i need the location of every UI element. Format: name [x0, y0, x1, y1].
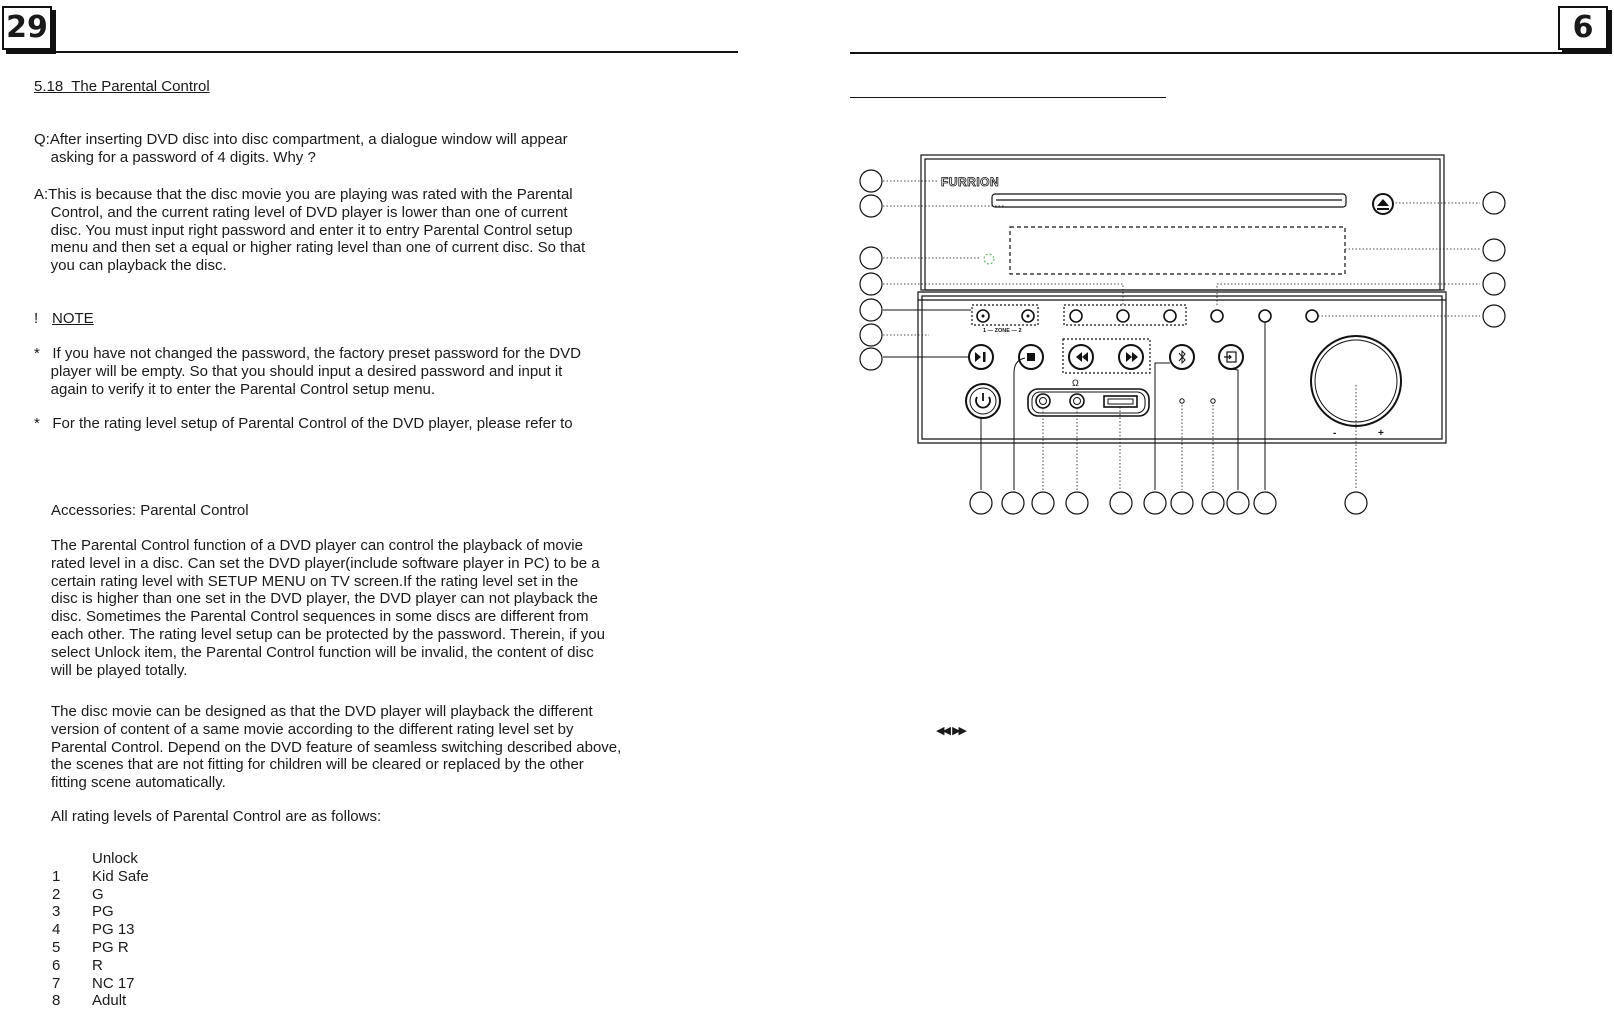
- rating-level-label: Kid Safe: [92, 867, 149, 885]
- callout-left-2: [860, 195, 882, 217]
- unit-body-upper: [921, 155, 1444, 290]
- rating-level-number: 1: [52, 867, 61, 885]
- callout-bottom-2: [1002, 492, 1024, 514]
- text-line: asking for a password of 4 digits. Why ?: [34, 148, 316, 166]
- text-line: Control, and the current rating level of DVD player is lower than one of current: [34, 203, 568, 221]
- volume-plus-label: +: [1378, 428, 1384, 439]
- note-label: NOTE: [52, 310, 94, 327]
- previous-button[interactable]: [1069, 345, 1093, 369]
- rating-level-label: R: [92, 956, 103, 974]
- rating-level-number: 4: [52, 921, 61, 939]
- text-line: menu and then set a equal or higher rating level than one of current disc. So that: [34, 239, 586, 257]
- text-line: certain rating level with SETUP MENU on TV screen.If the rating level set in the: [51, 572, 579, 590]
- text-line: the scenes that are not fitting for children will be cleared or replaced by the other: [51, 756, 584, 774]
- rating-level-label: Adult: [92, 992, 127, 1010]
- text-line: player will be empty. So that you should input a desired password and input it: [34, 362, 563, 380]
- rating-level-label: PG R: [92, 939, 129, 956]
- callout-bottom-9: [1227, 492, 1249, 514]
- function-button-3[interactable]: [1306, 310, 1318, 322]
- callout-left-6: [860, 324, 882, 346]
- text-line: fitting scene automatically.: [51, 774, 226, 792]
- aux-in-jack[interactable]: [1036, 394, 1050, 408]
- page-number-right: 6: [1558, 6, 1608, 50]
- preset-button-2[interactable]: [1117, 310, 1129, 322]
- text-line: * If you have not changed the password, the factory preset password for the DVD: [34, 345, 581, 362]
- callout-left-1: [860, 170, 882, 192]
- power-button[interactable]: [966, 384, 1000, 418]
- bluetooth-button[interactable]: [1170, 345, 1194, 369]
- callout-left-3: [860, 247, 882, 269]
- rating-level-number: 8: [52, 992, 61, 1010]
- headphone-jack[interactable]: [1070, 394, 1084, 408]
- callout-right-2: [1483, 239, 1505, 261]
- volume-minus-label: -: [1333, 428, 1337, 439]
- text-line: rated level in a disc. Can set the DVD player(include software player in PC) to be a: [51, 554, 600, 572]
- zone-1-button[interactable]: [977, 310, 989, 322]
- callout-bottom-4: [1066, 492, 1088, 514]
- indicator-led-2: [1211, 399, 1215, 403]
- rating-level-number: 3: [52, 903, 61, 921]
- headphone-icon: Ω: [1072, 378, 1079, 388]
- text-line: select Unlock item, the Parental Control function will be invalid, the content of disc: [51, 643, 594, 661]
- text-line: * For the rating level setup of Parental Control of the DVD player, please refer to: [34, 415, 573, 432]
- rating-level-number: 6: [52, 956, 61, 974]
- callout-left-5: [860, 299, 882, 321]
- callout-right-1: [1483, 192, 1505, 214]
- levels-intro: All rating levels of Parental Control are as follows:: [51, 808, 382, 825]
- ir-sensor-icon: [984, 254, 994, 264]
- play-pause-button[interactable]: [969, 345, 993, 369]
- text-line: The disc movie can be designed as that the DVD player will playback the different: [51, 703, 593, 720]
- text-line: A:This is because that the disc movie you are playing was rated with the Parental: [34, 186, 573, 203]
- preset-button-3[interactable]: [1164, 310, 1176, 322]
- text-line: again to verify it to enter the Parental Control setup menu.: [34, 380, 436, 398]
- callout-bottom-6: [1144, 492, 1166, 514]
- text-line: will be played totally.: [51, 661, 188, 679]
- stop-button[interactable]: [1019, 345, 1043, 369]
- callout-bottom-10: [1254, 492, 1276, 514]
- text-line: disc is higher than one set in the DVD player, the DVD player can not playback the: [51, 590, 598, 608]
- source-button[interactable]: [1219, 345, 1243, 369]
- callout-bottom-5: [1110, 492, 1132, 514]
- text-line: disc. You must input right password and enter it to entry Parental Control setup: [34, 221, 573, 239]
- brand-logo: FURRION: [941, 175, 1000, 189]
- callout-left-4: [860, 273, 882, 295]
- callout-bottom-7: [1171, 492, 1193, 514]
- rating-level-number: 2: [52, 885, 61, 903]
- callout-bottom-8: [1202, 492, 1224, 514]
- callout-right-4: [1483, 305, 1505, 327]
- section-heading: 5.18 The Parental Control: [34, 78, 210, 95]
- text-line: Parental Control. Depend on the DVD feature of seamless switching described above,: [51, 738, 622, 756]
- rating-level-number: 7: [52, 974, 61, 992]
- callout-bottom-3: [1032, 492, 1054, 514]
- preset-button-1[interactable]: [1070, 310, 1082, 322]
- text-line: Q:After inserting DVD disc into disc compartment, a dialogue window will appear: [34, 131, 568, 148]
- volume-knob[interactable]: [1311, 336, 1401, 426]
- function-button-1[interactable]: [1211, 310, 1223, 322]
- text-line: The Parental Control function of a DVD player can control the playback of movie: [51, 537, 583, 554]
- usb-port[interactable]: [1104, 396, 1137, 407]
- text-line: version of content of a same movie according to the different rating level set by: [51, 720, 574, 738]
- rating-level-label: Unlock: [92, 850, 138, 867]
- display-window: [1010, 227, 1345, 274]
- function-button-2[interactable]: [1259, 310, 1271, 322]
- text-line: disc. Sometimes the Parental Control sequences in some discs are different from: [51, 608, 589, 626]
- rating-level-number: 5: [52, 939, 61, 956]
- note-mark: !: [34, 310, 39, 327]
- callout-right-3: [1483, 273, 1505, 295]
- callout-left-7: [860, 348, 882, 370]
- zone-label: 1 — ZONE — 2: [983, 328, 1022, 334]
- rating-level-label: PG 13: [92, 921, 135, 939]
- rating-level-label: PG: [92, 903, 114, 921]
- callout-bottom-1: [970, 492, 992, 514]
- accessories-title: Accessories: Parental Control: [51, 502, 249, 519]
- callout-bottom-11: [1345, 492, 1367, 514]
- zone-2-button[interactable]: [1022, 310, 1034, 322]
- page-number-left: 29: [2, 6, 52, 50]
- text-line: you can playback the disc.: [34, 257, 227, 275]
- next-button[interactable]: [1119, 345, 1143, 369]
- rating-level-label: NC 17: [92, 974, 135, 992]
- skip-symbols: ◀◀ ▶▶: [936, 725, 966, 737]
- indicator-led-1: [1180, 399, 1184, 403]
- eject-button[interactable]: [1373, 194, 1393, 214]
- rating-level-label: G: [92, 885, 104, 903]
- text-line: each other. The rating level setup can be protected by the password. Therein, if you: [51, 626, 605, 643]
